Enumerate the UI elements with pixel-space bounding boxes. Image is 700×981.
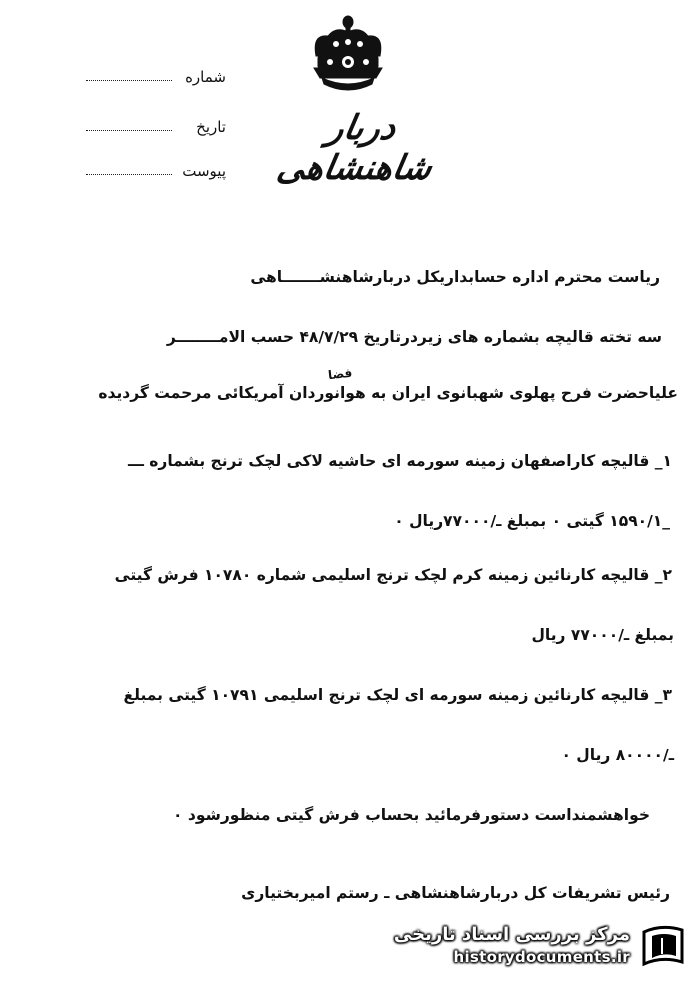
signature-line: رئیس تشریفات کل دربارشاهنشاهی ـ رستم امیربختیاری	[241, 884, 670, 902]
handwritten-note: فضا	[327, 365, 353, 383]
request-line: خواهشمنداست دستورفرمائید بحساب فرش گیتی منظورشود ۰	[173, 806, 650, 824]
number-label: شماره	[185, 68, 226, 86]
number-dotted-line	[86, 80, 172, 81]
item-3-line-b: ـ/۸۰۰۰۰ ریال ۰	[561, 746, 674, 764]
item-1-line-a: ۱_ قالیچه کاراصفهان زمینه سورمه ای حاشیه لاکی لچک ترنج بشماره ـــ	[127, 452, 672, 470]
letterhead-title: دربار شاهنشاهی	[273, 108, 435, 188]
watermark	[393, 918, 694, 974]
recipient-line: ریاست محترم اداره حسابداریکل دربارشاهنشـــــــاهی	[250, 268, 660, 286]
watermark-title: مرکز بررسی اسناد تاریخی	[393, 924, 630, 945]
body-line-2: علیاحضرت فرح پهلوی شهبانوی ایران به هوانوردان آمریکائی مرحمت گردیده	[98, 384, 678, 402]
item-2-line-b: بمبلغ ـ/۷۷۰۰۰ ریال	[531, 626, 674, 644]
date-dotted-line	[86, 130, 172, 131]
crown-emblem	[306, 12, 390, 94]
item-3-line-a: ۳_ قالیچه کارنائین زمینه سورمه ای لچک ترنج اسلیمی ۱۰۷۹۱ گیتی بمبلغ	[123, 686, 672, 704]
item-1-line-b: _۱۵۹۰/۱ گیتی ۰ بمبلغ ـ/۷۷۰۰۰ریال ۰	[394, 512, 670, 530]
date-label: تاریخ	[196, 118, 226, 136]
attachment-field	[86, 162, 226, 184]
body-line-1: سه تخته قالیچه بشماره های زیردرتاریخ ۴۸/۷/۲۹ حسب الامــــــــر	[166, 328, 662, 346]
number-field	[86, 68, 226, 90]
date-field	[86, 118, 226, 140]
attachment-dotted-line	[86, 174, 172, 175]
watermark-url: historydocuments.ir	[453, 948, 630, 966]
attachment-label: پیوست	[182, 162, 226, 180]
item-2-line-a: ۲_ قالیچه کارنائین زمینه کرم لچک ترنج اسلیمی شماره ۱۰۷۸۰ فرش گیتی	[114, 566, 672, 584]
book-logo-icon	[638, 922, 688, 970]
